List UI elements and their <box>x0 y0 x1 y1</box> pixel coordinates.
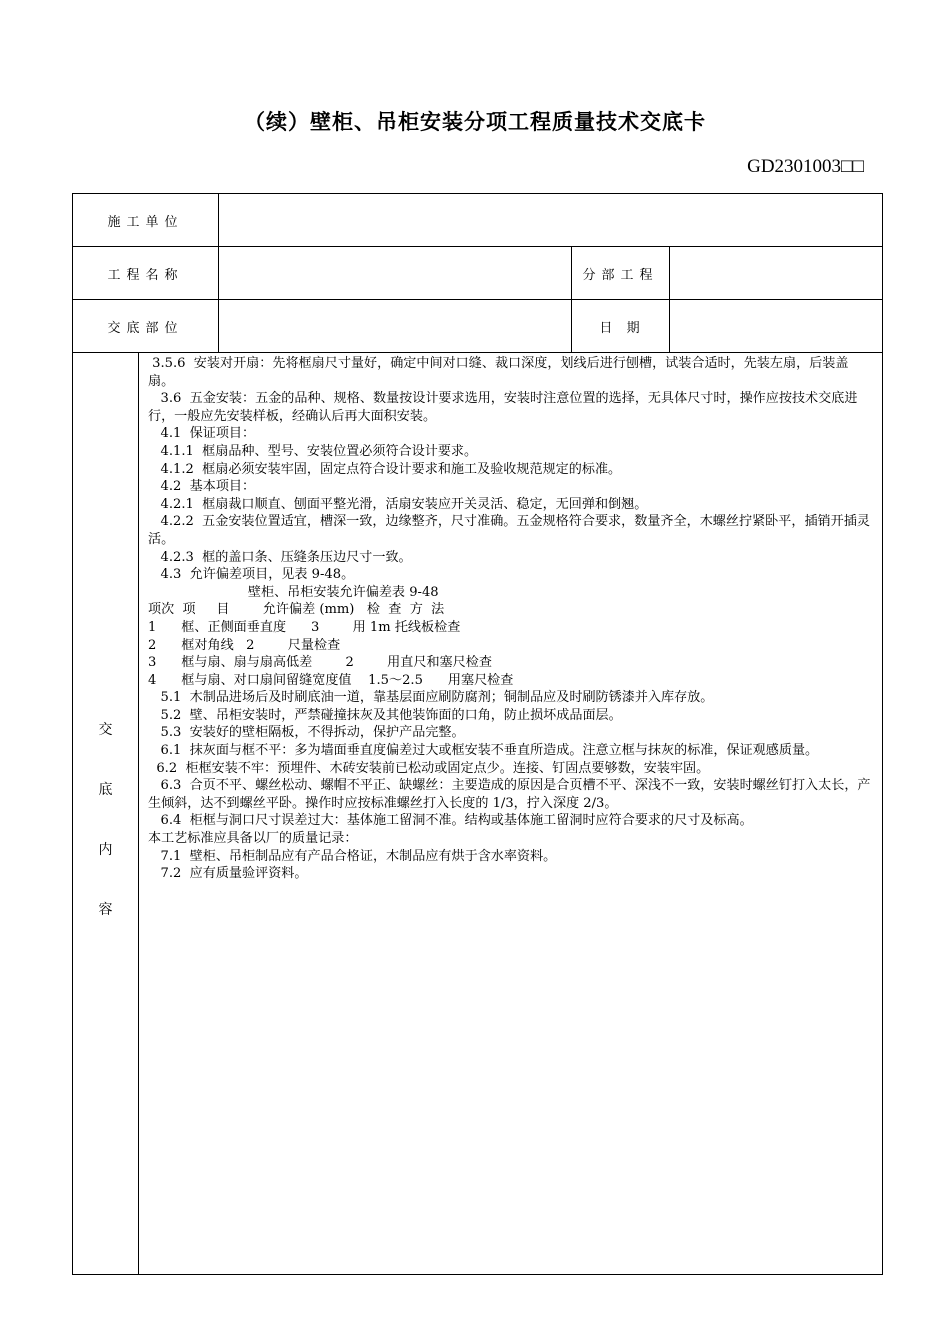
disclosure-location-value[interactable] <box>219 300 572 353</box>
content-line: 5.1 木制品进场后及时刷底油一道，靠基层面应刷防腐剂；铜制品应及时刷防锈漆并入库存放。 <box>148 690 714 706</box>
content-line: 7.1 壁柜、吊柜制品应有产品合格证，木制品应有烘于含水率资料。 <box>148 848 557 864</box>
content-line: 4.2 基本项目： <box>148 479 256 495</box>
content-line: 4.2.2 五金安装位置适宜，槽深一致，边缘整齐，尺寸准确。五金规格符合要求，数量齐全，木螺丝拧紧卧平，插销开插灵活。 <box>148 514 870 547</box>
page-title: （续）壁柜、吊柜安装分项工程质量技术交底卡 <box>244 109 706 134</box>
content-line: 壁柜、吊柜安装允许偏差表 9-48 <box>148 584 439 600</box>
content-line: 1 框、正侧面垂直度 3 用 1m 托线板检查 <box>148 619 461 635</box>
disclosure-location-label: 交底部位 <box>73 300 219 353</box>
content-line: 5.2 壁、吊柜安装时，严禁碰撞抹灰及其他装饰面的口角，防止损坏成品面层。 <box>148 707 622 723</box>
content-line: 4.1.2 框扇必须安装牢固，固定点符合设计要求和施工及验收规范规定的标准。 <box>148 461 622 477</box>
date-value[interactable] <box>670 300 883 353</box>
content-line: 3 框与扇、扇与扇高低差 2 用直尺和塞尺检查 <box>148 655 492 671</box>
content-line: 项次 项 目 允许偏差 (mm) 检 查 方 法 <box>148 602 445 618</box>
document-code: GD2301003□□ <box>747 156 864 177</box>
content-line: 4.1.1 框扇品种、型号、安装位置必须符合设计要求。 <box>148 443 478 459</box>
side-char: 容 <box>98 901 113 918</box>
disclosure-content <box>139 353 883 1275</box>
content-line: 4.3 允许偏差项目，见表 9-48。 <box>148 567 355 583</box>
subproject-value[interactable] <box>670 247 883 300</box>
content-line: 2 框对角线 2 尺量检查 <box>148 637 341 653</box>
content-line: 3.5.6 安装对开扇：先将框扇尺寸量好，确定中间对口缝、裁口深度，划线后进行刨槽，试装合适时，先装左扇，后装盖扇。 <box>148 356 849 389</box>
disclosure-card-table <box>72 193 883 1275</box>
content-line: 6.1 抹灰面与框不平：多为墙面垂直度偏差过大或框安装不垂直所造成。注意立框与抹灰的标准，保证观感质量。 <box>148 743 819 759</box>
content-line: 本工艺标准应具备以厂的质量记录： <box>148 831 358 847</box>
content-line: 7.2 应有质量验评资料。 <box>148 866 308 882</box>
content-line: 5.3 安装好的壁柜隔板，不得拆动，保护产品完整。 <box>148 725 465 741</box>
construction-unit-value[interactable] <box>219 194 883 247</box>
content-line: 6.4 柜框与洞口尺寸误差过大：基体施工留洞不准。结构或基体施工留洞时应符合要求的尺寸及标高。 <box>148 813 753 829</box>
side-char: 底 <box>98 781 113 798</box>
content-line: 3.6 五金安装：五金的品种、规格、数量按设计要求选用，安装时注意位置的选择，无具体尺寸时，操作应按技术交底进行，一般应先安装样板，经确认后再大面积安装。 <box>148 391 858 424</box>
content-line: 4.1 保证项目： <box>148 426 256 442</box>
content-line: 4.2.3 框的盖口条、压缝条压边尺寸一致。 <box>148 549 412 565</box>
content-line: 6.2 柜框安装不牢：预埋件、木砖安装前已松动或固定点少。连接、钉固点要够数，安装牢固。 <box>148 760 710 776</box>
side-char: 内 <box>98 841 113 858</box>
content-line: 6.3 合页不平、螺丝松动、螺帽不平正、缺螺丝：主要造成的原因是合页槽不平、深浅不一致，安装时螺丝钉打入太长，产生倾斜，达不到螺丝平卧。操作时应按标准螺丝打入长度的 1/3，拧入深度 2/3。 <box>148 778 871 811</box>
disclosure-content-side-label <box>73 353 139 1275</box>
project-name-value[interactable] <box>219 247 572 300</box>
content-line: 4 框与扇、对口扇间留缝宽度值 1.5～2.5 用塞尺检查 <box>148 672 514 688</box>
side-char: 交 <box>98 721 113 738</box>
subproject-label: 分部工程 <box>572 247 670 300</box>
content-body <box>139 353 882 883</box>
project-name-label: 工程名称 <box>73 247 219 300</box>
content-line: 4.2.1 框扇裁口顺直、刨面平整光滑，活扇安装应开关灵活、稳定，无回弹和倒翘。 <box>148 496 648 512</box>
date-label: 日 期 <box>572 300 670 353</box>
construction-unit-label: 施工单位 <box>73 194 219 247</box>
